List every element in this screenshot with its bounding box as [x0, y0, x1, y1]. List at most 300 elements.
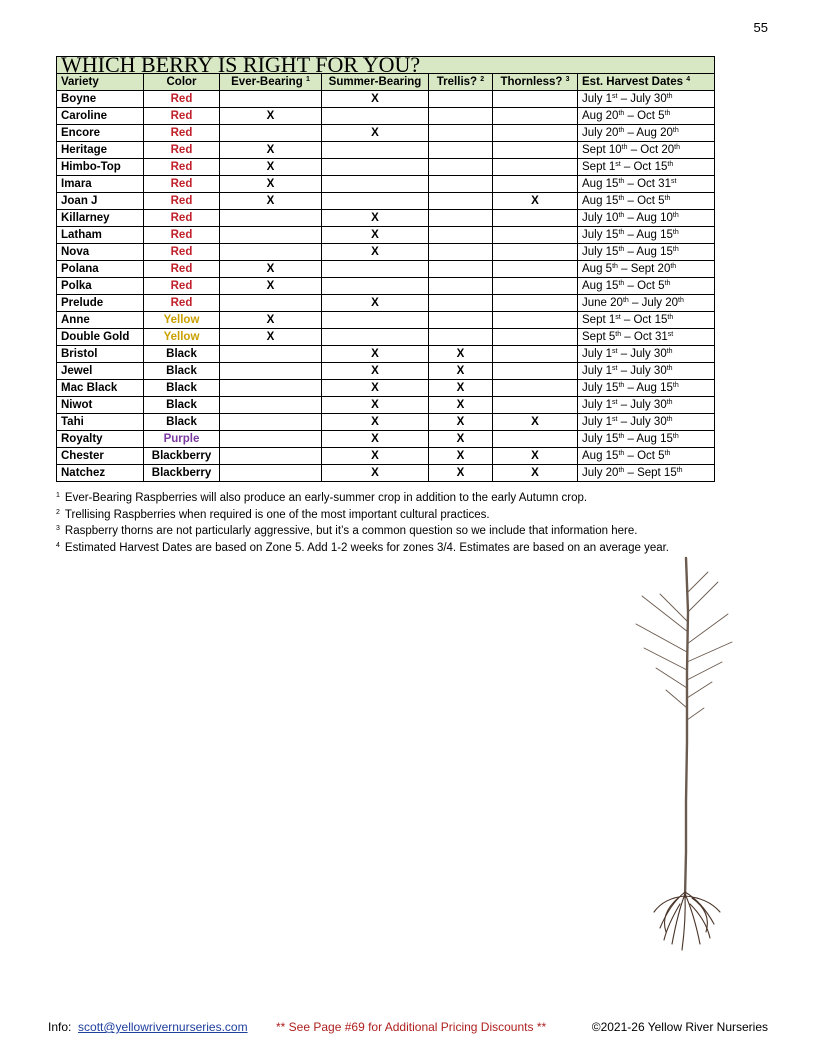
date-part: Aug 15 — [582, 178, 619, 190]
table-row — [57, 244, 715, 261]
color-cell: Red — [144, 227, 220, 244]
column-header — [578, 74, 715, 91]
footnote-ref: 1 — [305, 76, 310, 83]
date-part: Aug 15 — [582, 280, 619, 292]
summer-bearing-cell: X — [322, 244, 429, 261]
trellis-cell — [429, 210, 493, 227]
ever-bearing-cell: X — [220, 108, 322, 125]
color-cell: Red — [144, 278, 220, 295]
column-header-label: Est. Harvest Dates — [582, 76, 683, 88]
color-cell: Blackberry — [144, 465, 220, 482]
thornless-cell — [493, 244, 578, 261]
summer-bearing-cell — [322, 312, 429, 329]
ever-bearing-cell: X — [220, 261, 322, 278]
table-row — [57, 380, 715, 397]
date-part: July 10 — [582, 212, 619, 224]
date-part: July 20 — [582, 127, 619, 139]
thornless-cell — [493, 431, 578, 448]
thornless-cell: X — [493, 193, 578, 210]
date-part: – Oct 20 — [627, 144, 675, 156]
trellis-cell — [429, 159, 493, 176]
color-cell: Red — [144, 176, 220, 193]
color-cell: Blackberry — [144, 448, 220, 465]
trellis-cell — [429, 91, 493, 108]
variety-cell: Imara — [57, 176, 144, 193]
color-cell: Black — [144, 414, 220, 431]
variety-cell: Joan J — [57, 193, 144, 210]
harvest-dates-cell — [578, 210, 715, 227]
color-cell: Black — [144, 346, 220, 363]
ever-bearing-cell: X — [220, 176, 322, 193]
ever-bearing-cell: X — [220, 159, 322, 176]
harvest-dates-cell — [578, 91, 715, 108]
date-part: – Oct 5 — [624, 110, 665, 122]
ordinal-suffix: th — [664, 195, 671, 202]
date-part: Aug 20 — [582, 110, 619, 122]
footnote — [56, 507, 756, 524]
date-part: – Aug 10 — [624, 212, 673, 224]
variety-cell: Polka — [57, 278, 144, 295]
footnote — [56, 490, 756, 507]
date-part: Aug 15 — [582, 195, 619, 207]
footnote-ref: 2 — [480, 76, 485, 83]
ever-bearing-cell: X — [220, 193, 322, 210]
column-header-label: Ever-Bearing — [231, 76, 303, 88]
footnote-number: 1 — [56, 492, 60, 499]
summer-bearing-cell: X — [322, 431, 429, 448]
harvest-dates-cell — [578, 346, 715, 363]
column-header-label: Variety — [61, 76, 99, 88]
thornless-cell — [493, 261, 578, 278]
table-title: WHICH BERRY IS RIGHT FOR YOU? — [57, 57, 715, 74]
thornless-cell — [493, 380, 578, 397]
table-row — [57, 210, 715, 227]
column-header — [493, 74, 578, 91]
variety-cell: Boyne — [57, 91, 144, 108]
ever-bearing-cell — [220, 431, 322, 448]
copyright: ©2021-26 Yellow River Nurseries — [591, 1020, 768, 1034]
variety-cell: Double Gold — [57, 329, 144, 346]
ever-bearing-cell — [220, 244, 322, 261]
trellis-cell: X — [429, 363, 493, 380]
date-part: – Oct 15 — [620, 161, 668, 173]
color-cell: Red — [144, 261, 220, 278]
variety-cell: Killarney — [57, 210, 144, 227]
date-part: – Aug 15 — [624, 246, 673, 258]
harvest-dates-cell — [578, 312, 715, 329]
summer-bearing-cell — [322, 329, 429, 346]
trellis-cell: X — [429, 448, 493, 465]
table-row — [57, 193, 715, 210]
trellis-cell: X — [429, 414, 493, 431]
color-cell: Red — [144, 91, 220, 108]
date-part: July 1 — [582, 348, 613, 360]
thornless-cell: X — [493, 414, 578, 431]
trellis-cell — [429, 261, 493, 278]
variety-cell: Encore — [57, 125, 144, 142]
column-header-label: Summer-Bearing — [328, 76, 422, 88]
color-cell: Red — [144, 295, 220, 312]
info-label: Info: — [48, 1020, 72, 1034]
harvest-dates-cell — [578, 278, 715, 295]
trellis-cell: X — [429, 465, 493, 482]
trellis-cell: X — [429, 431, 493, 448]
table-row — [57, 329, 715, 346]
trellis-cell — [429, 278, 493, 295]
column-header-label: Color — [166, 76, 197, 88]
ordinal-suffix: th — [618, 382, 625, 389]
trellis-cell — [429, 227, 493, 244]
ordinal-suffix: th — [666, 348, 673, 355]
ever-bearing-cell — [220, 465, 322, 482]
harvest-dates-cell — [578, 329, 715, 346]
color-cell: Black — [144, 397, 220, 414]
pricing-notice: ** See Page #69 for Additional Pricing Discounts ** — [276, 1020, 547, 1034]
harvest-dates-cell — [578, 125, 715, 142]
thornless-cell — [493, 363, 578, 380]
date-part: – Oct 31 — [624, 178, 671, 190]
summer-bearing-cell: X — [322, 346, 429, 363]
ordinal-suffix: th — [667, 314, 674, 321]
ordinal-suffix: st — [615, 314, 621, 321]
ordinal-suffix: th — [664, 110, 671, 117]
date-part: – Aug 15 — [624, 229, 673, 241]
thornless-cell: X — [493, 448, 578, 465]
ordinal-suffix: st — [612, 348, 618, 355]
ordinal-suffix: th — [676, 467, 683, 474]
thornless-cell — [493, 397, 578, 414]
ordinal-suffix: th — [618, 229, 625, 236]
date-part: June 20 — [582, 297, 623, 309]
trellis-cell — [429, 193, 493, 210]
table-title-row — [57, 57, 715, 74]
date-part: July 1 — [582, 365, 613, 377]
variety-cell: Bristol — [57, 346, 144, 363]
summer-bearing-cell: X — [322, 397, 429, 414]
ordinal-suffix: st — [670, 178, 677, 185]
ordinal-suffix: th — [678, 297, 684, 304]
variety-cell: Caroline — [57, 108, 144, 125]
footnote-number: 3 — [56, 525, 60, 532]
date-part: July 20 — [582, 467, 619, 479]
color-cell: Red — [144, 193, 220, 210]
variety-cell: Tahi — [57, 414, 144, 431]
footnote-text: Estimated Harvest Dates are based on Zone 5. Add 1-2 weeks for zones 3/4. Estimates are based on an average year. — [64, 541, 669, 554]
thornless-cell — [493, 210, 578, 227]
footnote-number: 2 — [56, 508, 60, 516]
summer-bearing-cell — [322, 176, 429, 193]
color-cell: Yellow — [144, 329, 220, 346]
table-row — [57, 108, 715, 125]
variety-cell: Niwot — [57, 397, 144, 414]
date-part: Aug 15 — [582, 450, 619, 462]
ever-bearing-cell: X — [220, 312, 322, 329]
table-row — [57, 465, 715, 482]
ordinal-suffix: th — [621, 144, 628, 151]
ordinal-suffix: th — [667, 161, 674, 168]
color-cell: Red — [144, 159, 220, 176]
harvest-dates-cell — [578, 380, 715, 397]
thornless-cell — [493, 312, 578, 329]
table-row — [57, 176, 715, 193]
date-part: July 1 — [582, 416, 613, 428]
color-cell: Black — [144, 380, 220, 397]
ever-bearing-cell — [220, 295, 322, 312]
thornless-cell — [493, 91, 578, 108]
date-part: – Aug 20 — [624, 127, 673, 139]
table-row — [57, 159, 715, 176]
date-part: – July 30 — [617, 93, 667, 105]
table-row — [57, 397, 715, 414]
ordinal-suffix: st — [615, 161, 621, 168]
variety-cell: Latham — [57, 227, 144, 244]
ordinal-suffix: th — [618, 467, 625, 474]
ever-bearing-cell — [220, 397, 322, 414]
footnote-ref: 4 — [686, 76, 691, 83]
summer-bearing-cell: X — [322, 295, 429, 312]
ordinal-suffix: th — [618, 127, 625, 134]
date-part: July 15 — [582, 433, 619, 445]
table-row — [57, 346, 715, 363]
thornless-cell — [493, 176, 578, 193]
date-part: – July 20 — [628, 297, 679, 309]
date-part: July 15 — [582, 382, 619, 394]
thornless-cell — [493, 227, 578, 244]
thornless-cell — [493, 346, 578, 363]
harvest-dates-cell — [578, 176, 715, 193]
date-part: Sept 10 — [582, 144, 622, 156]
date-part: Sept 1 — [582, 314, 616, 326]
harvest-dates-cell — [578, 159, 715, 176]
trellis-cell: X — [429, 346, 493, 363]
ordinal-suffix: st — [612, 365, 618, 372]
ordinal-suffix: th — [666, 416, 673, 423]
summer-bearing-cell — [322, 193, 429, 210]
trellis-cell: X — [429, 380, 493, 397]
ordinal-suffix: th — [612, 263, 618, 270]
berry-table — [56, 56, 715, 482]
color-cell: Black — [144, 363, 220, 380]
summer-bearing-cell — [322, 108, 429, 125]
thornless-cell — [493, 125, 578, 142]
trellis-cell — [429, 142, 493, 159]
thornless-cell — [493, 329, 578, 346]
thornless-cell: X — [493, 465, 578, 482]
harvest-dates-cell — [578, 108, 715, 125]
summer-bearing-cell — [322, 159, 429, 176]
thornless-cell — [493, 159, 578, 176]
ever-bearing-cell — [220, 227, 322, 244]
ordinal-suffix: st — [667, 331, 674, 338]
harvest-dates-cell — [578, 414, 715, 431]
column-header — [57, 74, 144, 91]
ever-bearing-cell: X — [220, 329, 322, 346]
table-header-row — [57, 74, 715, 91]
ordinal-suffix: st — [612, 416, 618, 423]
table-row — [57, 227, 715, 244]
color-cell: Purple — [144, 431, 220, 448]
trellis-cell — [429, 312, 493, 329]
date-part: July 15 — [582, 246, 619, 258]
page-footer — [48, 1020, 768, 1038]
ordinal-suffix: th — [672, 212, 679, 219]
table-row — [57, 125, 715, 142]
date-part: – July 30 — [617, 416, 667, 428]
ever-bearing-cell: X — [220, 278, 322, 295]
date-part: – Oct 5 — [624, 280, 665, 292]
ordinal-suffix: th — [670, 263, 677, 270]
ordinal-suffix: th — [674, 144, 681, 151]
ever-bearing-cell — [220, 380, 322, 397]
ever-bearing-cell — [220, 210, 322, 227]
variety-cell: Anne — [57, 312, 144, 329]
column-header — [322, 74, 429, 91]
footer-info — [48, 1020, 248, 1034]
color-cell: Red — [144, 210, 220, 227]
summer-bearing-cell: X — [322, 210, 429, 227]
date-part: – Sept 20 — [617, 263, 671, 275]
ordinal-suffix: th — [672, 246, 679, 253]
footnote-ref: 3 — [565, 76, 570, 83]
ordinal-suffix: th — [672, 433, 679, 440]
summer-bearing-cell: X — [322, 227, 429, 244]
ordinal-suffix: th — [618, 433, 625, 440]
date-part: – July 30 — [617, 399, 667, 411]
table-row — [57, 295, 715, 312]
table-row — [57, 363, 715, 380]
summer-bearing-cell — [322, 261, 429, 278]
footnote — [56, 523, 756, 540]
date-part: Aug 5 — [582, 263, 613, 275]
table-row — [57, 91, 715, 108]
column-header — [220, 74, 322, 91]
ever-bearing-cell — [220, 346, 322, 363]
bare-root-plant-image — [620, 552, 750, 962]
date-part: – Oct 5 — [624, 195, 665, 207]
thornless-cell — [493, 295, 578, 312]
ever-bearing-cell: X — [220, 142, 322, 159]
email-link[interactable]: scott@yellowrivernurseries.com — [78, 1020, 248, 1034]
ever-bearing-cell — [220, 414, 322, 431]
column-header-label: Trellis? — [436, 76, 478, 88]
footnotes — [56, 490, 756, 556]
thornless-cell — [493, 278, 578, 295]
date-part: – Oct 15 — [620, 314, 668, 326]
date-part: – Aug 15 — [624, 382, 673, 394]
table-row — [57, 261, 715, 278]
summer-bearing-cell: X — [322, 414, 429, 431]
color-cell: Yellow — [144, 312, 220, 329]
summer-bearing-cell — [322, 142, 429, 159]
ever-bearing-cell — [220, 125, 322, 142]
ordinal-suffix: th — [618, 450, 625, 457]
ordinal-suffix: th — [666, 399, 673, 406]
ordinal-suffix: th — [664, 280, 671, 287]
ever-bearing-cell — [220, 363, 322, 380]
footnote-number: 4 — [56, 541, 60, 549]
ordinal-suffix: th — [672, 382, 679, 389]
table-row — [57, 312, 715, 329]
harvest-dates-cell — [578, 363, 715, 380]
column-header — [429, 74, 493, 91]
date-part: Sept 5 — [582, 331, 616, 343]
variety-cell: Nova — [57, 244, 144, 261]
trellis-cell — [429, 176, 493, 193]
summer-bearing-cell: X — [322, 448, 429, 465]
ordinal-suffix: th — [666, 93, 673, 100]
color-cell: Red — [144, 108, 220, 125]
trellis-cell — [429, 329, 493, 346]
ordinal-suffix: st — [612, 93, 618, 100]
trellis-cell: X — [429, 397, 493, 414]
summer-bearing-cell — [322, 278, 429, 295]
summer-bearing-cell: X — [322, 465, 429, 482]
ordinal-suffix: th — [618, 246, 625, 253]
ordinal-suffix: th — [622, 297, 629, 304]
harvest-dates-cell — [578, 397, 715, 414]
table-row — [57, 278, 715, 295]
color-cell: Red — [144, 125, 220, 142]
harvest-dates-cell — [578, 261, 715, 278]
summer-bearing-cell: X — [322, 380, 429, 397]
table-row — [57, 448, 715, 465]
trellis-cell — [429, 108, 493, 125]
column-header-label: Thornless? — [500, 76, 563, 88]
color-cell: Red — [144, 244, 220, 261]
ordinal-suffix: th — [618, 195, 625, 202]
harvest-dates-cell — [578, 448, 715, 465]
variety-cell: Chester — [57, 448, 144, 465]
harvest-dates-cell — [578, 227, 715, 244]
variety-cell: Heritage — [57, 142, 144, 159]
ordinal-suffix: th — [672, 127, 679, 134]
table-body — [57, 91, 715, 482]
harvest-dates-cell — [578, 431, 715, 448]
date-part: – Sept 15 — [624, 467, 677, 479]
footnote-text: Trellising Raspberries when required is one of the most important cultural practices. — [64, 508, 490, 521]
ordinal-suffix: th — [618, 110, 625, 117]
ordinal-suffix: th — [615, 331, 622, 338]
column-header — [144, 74, 220, 91]
date-part: July 1 — [582, 399, 613, 411]
variety-cell: Royalty — [57, 431, 144, 448]
ever-bearing-cell — [220, 91, 322, 108]
date-part: – July 30 — [617, 348, 667, 360]
harvest-dates-cell — [578, 295, 715, 312]
variety-cell: Prelude — [57, 295, 144, 312]
table-row — [57, 414, 715, 431]
summer-bearing-cell: X — [322, 125, 429, 142]
trellis-cell — [429, 125, 493, 142]
harvest-dates-cell — [578, 244, 715, 261]
footnote-text: Raspberry thorns are not particularly aggressive, but it’s a common question so we include that information here. — [64, 525, 638, 537]
date-part: – Oct 5 — [624, 450, 665, 462]
date-part: – Aug 15 — [624, 433, 673, 445]
date-part: July 15 — [582, 229, 619, 241]
table-row — [57, 431, 715, 448]
date-part: July 1 — [582, 93, 613, 105]
ordinal-suffix: st — [612, 399, 618, 406]
harvest-dates-cell — [578, 142, 715, 159]
thornless-cell — [493, 108, 578, 125]
variety-cell: Polana — [57, 261, 144, 278]
thornless-cell — [493, 142, 578, 159]
page-number: 55 — [753, 20, 768, 35]
ordinal-suffix: th — [666, 365, 673, 372]
date-part: Sept 1 — [582, 161, 616, 173]
date-part: – July 30 — [617, 365, 667, 377]
harvest-dates-cell — [578, 193, 715, 210]
